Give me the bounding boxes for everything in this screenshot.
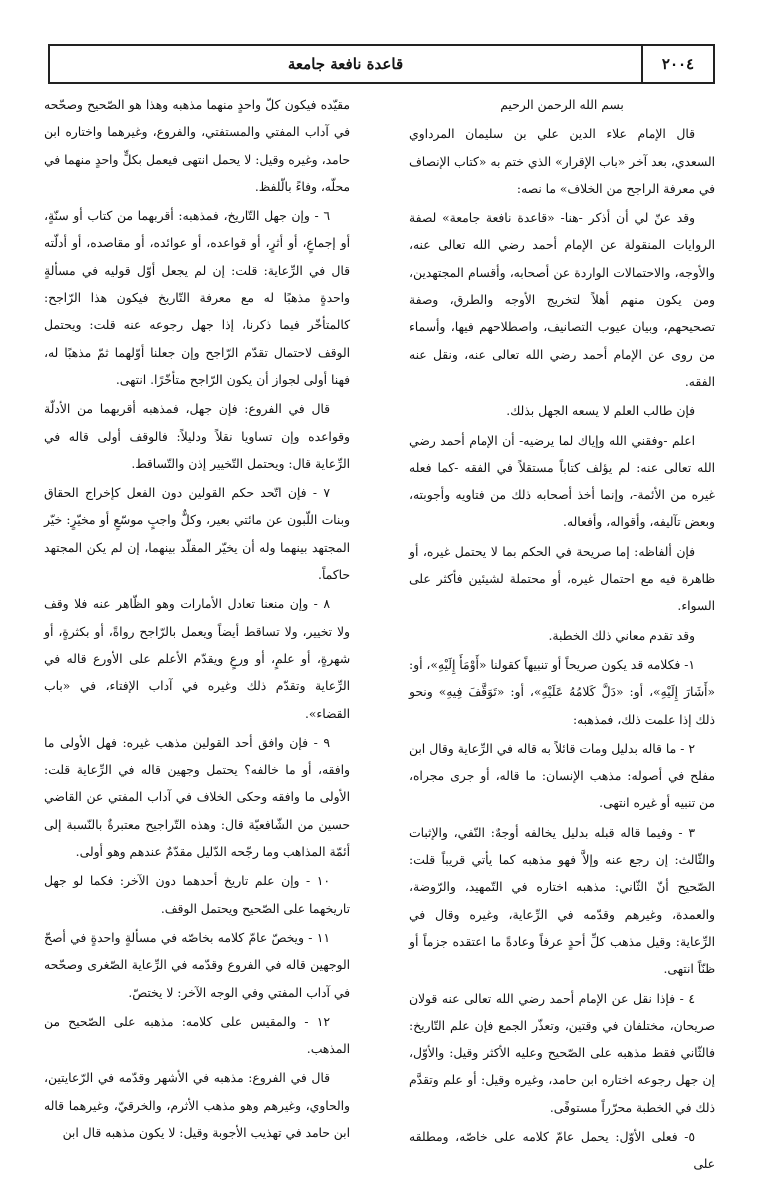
- paragraph: ١٠ - وإن علم تاريخ أحدهما دون الآخر: فكما لو جهل تاريخهما على الصّحيح ويحتمل الوقف.: [44, 874, 350, 916]
- paragraph: قال الإمام علاء الدين علي بن سليمان المرداوي السعدي، بعد آخر «باب الإقرار» الذي ختم به «كتاب الإنصاف في معرفة الراجح من الخلاف» ما نصه:: [409, 127, 715, 196]
- paragraph: فإن ألفاظه: إما صريحة في الحكم بما لا يحتمل غيره، أو ظاهرة فيه مع احتمال غيره، أو محتملة لشيئين فأكثر على السواء.: [409, 544, 715, 614]
- paragraph: ٢ - ما قاله بدليل ومات قائلاً به قاله في الرِّعاية وقال ابن مفلح في أصوله: مذهب الإنسان: ما قاله، أو جرى مجراه، من تنبيه أو غيره انتهى.: [409, 741, 715, 811]
- paragraph: مقيّده فيكون كلّ واحدٍ منهما مذهبه وهذا هو الصّحيح وصحّحه في آداب المفتي والمستفتي، والفروع، وغيرهما واختاره ابن حامد، وغيره وقيل: لا يحمل انتهى فيعمل بكلٍّ واحدٍ منهما في محلّه، وفاءً بالّلفظ.: [44, 98, 350, 194]
- paragraph: قال في الفروع: فإن جهل، فمذهبه أقربهما من الأدلّة وقواعده وإن تساويا نقلاً ودليلاً: فالوقف أولى قاله في الرِّعاية قال: ويحتمل التّخيير إذن والتّساقط.: [44, 402, 350, 471]
- paragraph: وقد عنّ لي أن أذكر -هنا- «قاعدة نافعة جامعة» لصفة الروايات المنقولة عن الإمام أحمد رضي الله تعالى عنه، والأوجه، والاحتمالات الواردة عن أصحابه، وأقسام المجتهدين، ومن يكون منهم أهلاً لتخريج الأوجه والطرق، وصفة تصحيحهم، وبيان عيوب التصانيف، واصطلاحهم فيها، وأسماء من روى عن الإمام أحمد رضي الله تعالى عنه، ونقل عنه الفقه.: [409, 211, 715, 389]
- paragraph: ٦ - وإن جهل التّاريخ، فمذهبه: أقربهما من كتاب أو سنّةٍ، أو إجماعٍ، أو أثرٍ، أو قواعده، أو عوائده، أو مقاصده، أو أدلّته قال في الرِّعاية: قلت: إن لم يجعل أوّل قوليه في مسألةٍ واحدةٍ مذهبًا له مع معرفة التّاريخ فيكون هذا الرّاجح: كالمتأخّر فيما ذكرنا، إذا جهل رجوعه عنه قلت: ويحتمل الوقف لاحتمال تقدّم الرّاجح وإن جعلنا أوّلهما ثمّ مذهبًا له، فهنا أولى لجواز أن يكون الرّاجح متأخّرًا. انتهى.: [44, 209, 350, 387]
- basmala: بسم الله الرحمن الرحيم: [500, 98, 624, 112]
- paragraph: قال في الفروع: مذهبه في الأشهر وقدّمه في الرّعايتين، والحاوي، وغيرهم وهو مذهب الأثرم، والخرقيّ، وغيرهما قاله ابن حامد في تهذيب الأجوبة وقيل: لا يكون مذهبه قال ابن: [44, 1071, 350, 1140]
- page-number: ٢٠٠٤: [641, 46, 713, 82]
- paragraph: ١- فكلامه قد يكون صريحاً أو تنبيهاً كقولنا «أَوْمَأَ إِلَيْهِ»، أو: «أَشَارَ إِلَيْهِ»، أو: «دَلَّ كَلامُهُ عَلَيْهِ»، أو: «تَوَقَّفَ فِيهِ» ونحو ذلك إذا علمت ذلك، فمذهبه:: [409, 657, 715, 727]
- paragraph: ٧ - فإن اتّحد حكم القولين دون الفعل كإخراج الحقاق وبنات اللّبون عن مائتي بعير، وكلٌّ واجبٍ موسّعٍ أو مخيّرٍ: خيّر المجتهد بينهما وله أن يخيّر المقلّد بينهما، إن لم يكن المجتهد حاكماً.: [44, 486, 350, 583]
- paragraph: اعلم -وفقني الله وإياك لما يرضيه- أن الإمام أحمد رضي الله تعالى عنه: لم يؤلف كتاباً مستقلاً في الفقه -كما فعله غيره من الأئمة-، وإنما أخذ أصحابه ذلك من فتاويه وأجوبته، وبعض تآليفه، وأقواله، وأفعاله.: [409, 433, 715, 530]
- right-text-column: [409, 92, 715, 1181]
- page-header: [48, 44, 715, 84]
- paragraph: ١١ - ويخصّ عامّ كلامه بخاصّه في مسألةٍ واحدةٍ في أصحّ الوجهين قاله في الفروع وقدّمه في الرِّعاية الصّغرى وصحّحه في آداب المفتي وفي الوجه الآخر: لا يختصّ.: [44, 930, 350, 1000]
- paragraph: ٨ - وإن منعنا تعادل الأمارات وهو الظّاهر عنه فلا وقف ولا تخيير، ولا تساقط أيضاً ويعمل بالرّاجح رواةً، أو بكثرةٍ، أو شهرةٍ، أو علمٍ، أو ورعٍ ويقدّم الأعلم على الأورع قاله في الرِّعاية وتقدّم ذلك وغيره في آداب الإفتاء، في «باب القضاء».: [44, 597, 350, 721]
- paragraph: ١٢ - والمقيس على كلامه: مذهبه على الصّحيح من المذهب.: [44, 1014, 350, 1057]
- paragraph: فإن طالب العلم لا يسعه الجهل بذلك.: [506, 404, 695, 419]
- paragraph: ٣ - وفيما قاله قبله بدليل يخالفه أوجهٌ: النّفي، والإثبات والثّالث: إن رجع عنه وإلاَّ فهو مذهبه كما يأتي قريباً قلت: الصّحيح أنّ الثّاني: مذهبه اختاره في التّمهيد، والرّوضة، والعمدة، وغيرهم وقدّمه في الرِّعاية، وغيره وقال في الرِّعاية: وقيل مذهب كلِّ أحدٍ عرفاً وعادةً ما اعتقده جزماً أو ظنّاً انتهى.: [409, 825, 715, 977]
- paragraph: وقد تقدم معاني ذلك الخطبة.: [548, 628, 695, 643]
- paragraph: ٥- فعلى الأوّل: يحمل عامّ كلامه على خاصّه، ومطلقه على: [409, 1129, 715, 1172]
- paragraph: ٤ - فإذا نقل عن الإمام أحمد رضي الله تعالى عنه قولان صريحان، مختلفان في وقتين، وتعذّر الجمع فإن علم التّاريخ: فالثّاني فقط مذهبه على الصّحيح وعليه الأكثر وقيل: والأوّل، إن جهل رجوعه اختاره ابن حامد، وغيره وقيل: أو علم وتقدَّم ذلك في الخطبة محرّراً مستوفًى.: [409, 991, 715, 1115]
- running-title: قاعدة نافعة جامعة: [287, 55, 404, 73]
- left-text-column: [44, 92, 350, 1149]
- paragraph: ٩ - فإن وافق أحد القولين مذهب غيره: فهل الأولى ما وافقه، أو ما خالفه؟ يحتمل وجهين قاله في الرِّعاية قلت: الأولى ما وافقه وحكى الخلاف في آداب المفتي عن القاضي حسين من الشّافعيّة قال: وهذه التّراجيح معتبرةٌ بالنّسبة إلى أئمّة المذاهب وما رجّحه الدّليل مقدّمٌ عندهم وهو أولى.: [44, 735, 350, 860]
